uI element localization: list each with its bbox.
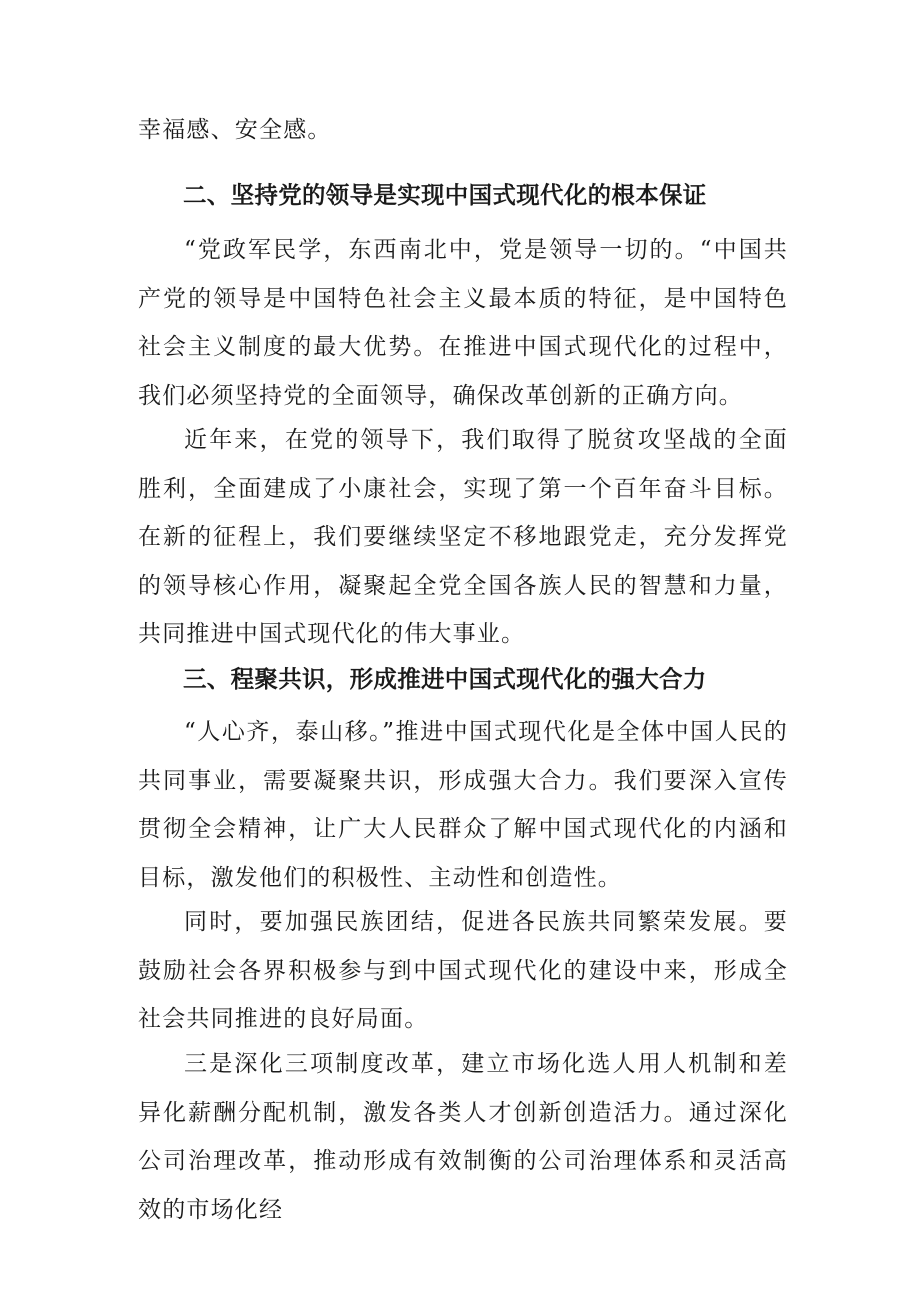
paragraph-fragment-top: 幸福感、安全感。 [138,117,332,143]
paragraph-section3-3: 三是深化三项制度改革，建立市场化选人用人机制和差异化薪酬分配机制，激发各类人才创新创造活力。通过深化公司治理改革，推动形成有效制衡的公司治理体系和灵活高效的市场化经 [138,1051,788,1223]
section-heading-3: 三、程聚共识，形成推进中国式现代化的强大合力 [183,665,707,693]
paragraph-section2-2: 近年来，在党的领导下，我们取得了脱贫攻坚战的全面胜利，全面建成了小康社会，实现了第一个百年奋斗目标。在新的征程上，我们要继续坚定不移地跟党走，充分发挥党的领导核心作用，凝聚起全党全国各族人民的智慧和力量，共同推进中国式现代化的伟大事业。 [138,427,788,647]
paragraph-section2-1: “党政军民学，东西南北中，党是领导一切的。“中国共产党的领导是中国特色社会主义最本质的特征，是中国特色社会主义制度的最大优势。在推进中国式现代化的过程中，我们必须坚持党的全面领导，确保改革创新的正确方向。 [138,237,788,409]
paragraph-section3-2: 同时，要加强民族团结，促进各民族共同繁荣发展。要鼓励社会各界积极参与到中国式现代化的建设中来，形成全社会共同推进的良好局面。 [138,909,788,1032]
section-heading-2: 二、坚持党的领导是实现中国式现代化的根本保证 [183,181,707,209]
paragraph-section3-1: “人心齐，泰山移。”推进中国式现代化是全体中国人民的共同事业，需要凝聚共识，形成强大合力。我们要深入宣传贯彻全会精神，让广大人民群众了解中国式现代化的内涵和目标，激发他们的积极性、主动性和创造性。 [138,719,788,891]
